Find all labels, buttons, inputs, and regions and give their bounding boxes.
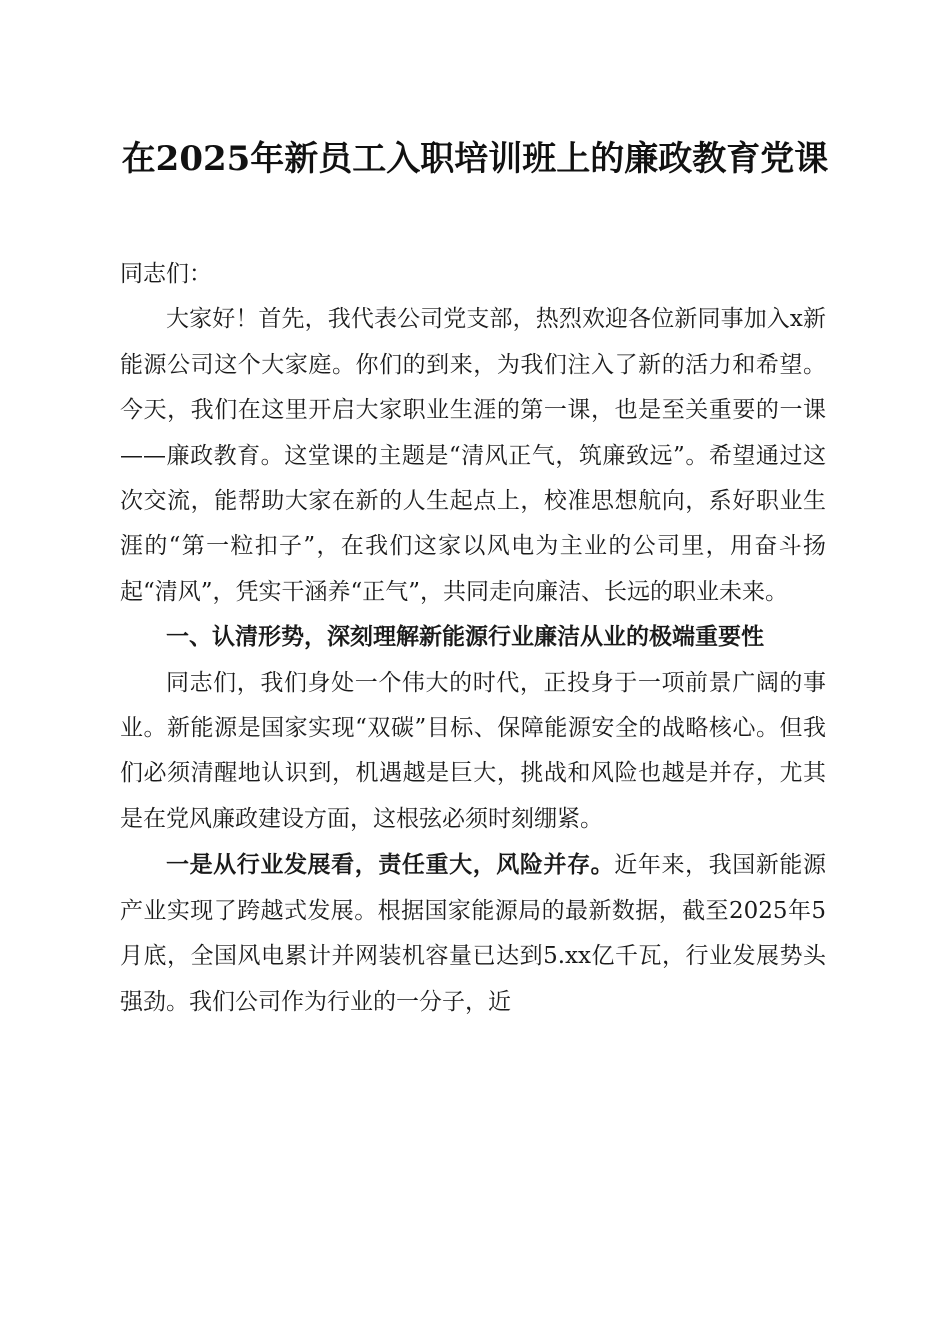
point1-lead: 一是从行业发展看，责任重大，风险并存。 (166, 851, 615, 879)
paragraph-point1 (120, 842, 826, 1025)
paragraph-section1: 同志们，我们身处一个伟大的时代，正投身于一项前景广阔的事业。新能源是国家实现“双碳”目标、保障能源安全的战略核心。但我们必须清醒地认识到，机遇越是巨大，挑战和风险也越是并存，尤其是在党风廉政建设方面，这根弦必须时刻绷紧。 (120, 669, 826, 832)
point1-text: 近年来，我国新能源产业实现了跨越式发展。根据国家能源局的最新数据，截至2025年5月底，全国风电累计并网装机容量已达到5.xx亿千瓦，行业发展势头强劲。我们公司作为行业的一分子，近 (120, 852, 827, 1015)
document-body (120, 252, 826, 1025)
section-heading-1: 一、认清形势，深刻理解新能源行业廉洁从业的极端重要性 (166, 624, 764, 651)
salutation: 同志们： (120, 261, 212, 287)
paragraph-welcome: 大家好！首先，我代表公司党支部，热烈欢迎各位新同事加入x新能源公司这个大家庭。你们的到来，为我们注入了新的活力和希望。今天，我们在这里开启大家职业生涯的第一课，也是至关重要的一课——廉政教育。这堂课的主题是“清风正气，筑廉致远”。希望通过这次交流，能帮助大家在新的人生起点上，校准思想航向，系好职业生涯的“第一粒扣子”，在我们这家以风电为主业的公司里，用奋斗扬起“清风”，凭实干涵养“正气”，共同走向廉洁、长远的职业未来。 (120, 306, 826, 605)
page-title: 在2025年新员工入职培训班上的廉政教育党课 (121, 139, 829, 179)
